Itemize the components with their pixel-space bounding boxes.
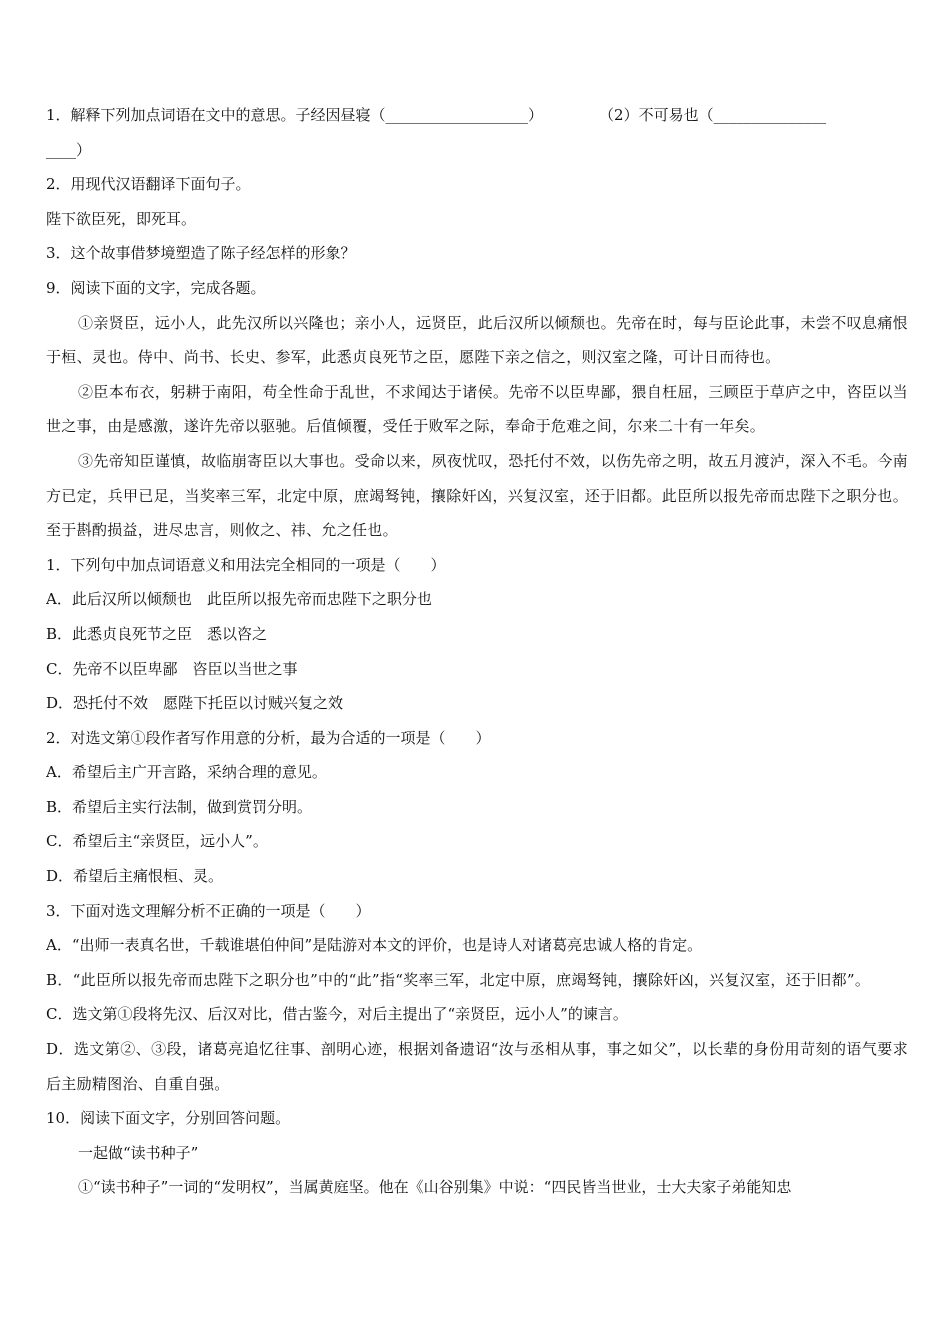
- sub-question-2-option-c: C．希望后主“亲贤臣，远小人”。: [46, 832, 268, 851]
- sub-question-1-heading: 1．下列句中加点词语意义和用法完全相同的一项是（ ）: [46, 555, 446, 574]
- question-1-line: [46, 98, 908, 133]
- question-2-sentence: 陛下欲臣死，即死耳。: [46, 209, 197, 228]
- document-page: [46, 98, 908, 1205]
- sub-question-1-option-a: A．此后汉所以倾颓也 此臣所以报先帝而忠陛下之职分也: [46, 590, 432, 609]
- question-1-part1: 1．解释下列加点词语在文中的意思。子经因昼寝（___________________）: [46, 106, 544, 124]
- question-2-heading: 2．用现代汉语翻译下面句子。: [46, 175, 251, 194]
- sub-question-3-option-b: B．“此臣所以报先帝而忠陛下之职分也”中的“此”指“奖率三军，北定中原，庶竭驽钝，攘除奸凶，兴复汉室，还于旧都”。: [46, 970, 871, 989]
- sub-question-2-option-b: B．希望后主实行法制，做到赏罚分明。: [46, 797, 313, 816]
- question-10-paragraph-1: ①“读书种子”一词的“发明权”，当属黄庭坚。他在《山谷别集》中说：“四民皆当世业，士大夫家子弟能知忠: [78, 1178, 792, 1197]
- passage-paragraph-2: ②臣本布衣，躬耕于南阳，苟全性命于乱世，不求闻达于诸侯。先帝不以臣卑鄙，猥自枉屈，三顾臣于草庐之中，咨臣以当世之事，由是感激，遂许先帝以驱驰。后值倾覆，受任于败军之际，奉命于危难之间，尔来二十有一年矣。: [46, 382, 908, 436]
- sub-question-2-option-a: A．希望后主广开言路，采纳合理的意见。: [46, 763, 327, 782]
- passage-paragraph-1: ①亲贤臣，远小人，此先汉所以兴隆也；亲小人，远贤臣，此后汉所以倾颓也。先帝在时，每与臣论此事，未尝不叹息痛恨于桓、灵也。侍中、尚书、长史、参军，此悉贞良死节之臣，愿陛下亲之信之，则汉室之隆，可计日而待也。: [46, 313, 908, 367]
- sub-question-3-option-a: A．“出师一表真名世，千载谁堪伯仲间”是陆游对本文的评价，也是诗人对诸葛亮忠诚人格的肯定。: [46, 936, 703, 955]
- question-1-part2: （2）不可易也（_______________: [599, 106, 827, 124]
- question-10-article-title: 一起做“读书种子”: [78, 1143, 199, 1162]
- passage-paragraph-3: ③先帝知臣谨慎，故临崩寄臣以大事也。受命以来，夙夜忧叹，恐托付不效，以伤先帝之明，故五月渡泸，深入不毛。今南方已定，兵甲已足，当奖率三军，北定中原，庶竭驽钝，攘除奸凶，兴复汉室，还于旧都。此臣所以报先帝而忠陛下之职分也。至于斟酌损益，进尽忠言，则攸之、祎、允之任也。: [46, 451, 908, 540]
- sub-question-2-heading: 2．对选文第①段作者写作用意的分析，最为合适的一项是（ ）: [46, 728, 491, 747]
- sub-question-2-option-d: D．希望后主痛恨桓、灵。: [46, 867, 224, 886]
- question-3-heading: 3．这个故事借梦境塑造了陈子经怎样的形象？: [46, 244, 356, 263]
- sub-question-3-option-c: C．选文第①段将先汉、后汉对比，借古鉴今，对后主提出了“亲贤臣，远小人”的谏言。: [46, 1005, 628, 1024]
- sub-question-1-option-d: D．恐托付不效 愿陛下托臣以讨贼兴复之效: [46, 694, 344, 713]
- sub-question-3-option-d: D．选文第②、③段，诸葛亮追忆往事、剖明心迹，根据刘备遗诏“汝与丞相从事，事之如父”，以长辈的身份用苛刻的语气要求后主励精图治、自重自强。: [46, 1040, 908, 1093]
- question-1-blank-tail: ____）: [46, 140, 92, 159]
- sub-question-1-option-c: C．先帝不以臣卑鄙 咨臣以当世之事: [46, 659, 298, 678]
- question-10-heading: 10．阅读下面文字，分别回答问题。: [46, 1109, 291, 1128]
- sub-question-1-option-b: B．此悉贞良死节之臣 悉以咨之: [46, 624, 268, 643]
- sub-question-3-heading: 3．下面对选文理解分析不正确的一项是（ ）: [46, 901, 371, 920]
- question-9-heading: 9．阅读下面的文字，完成各题。: [46, 278, 266, 297]
